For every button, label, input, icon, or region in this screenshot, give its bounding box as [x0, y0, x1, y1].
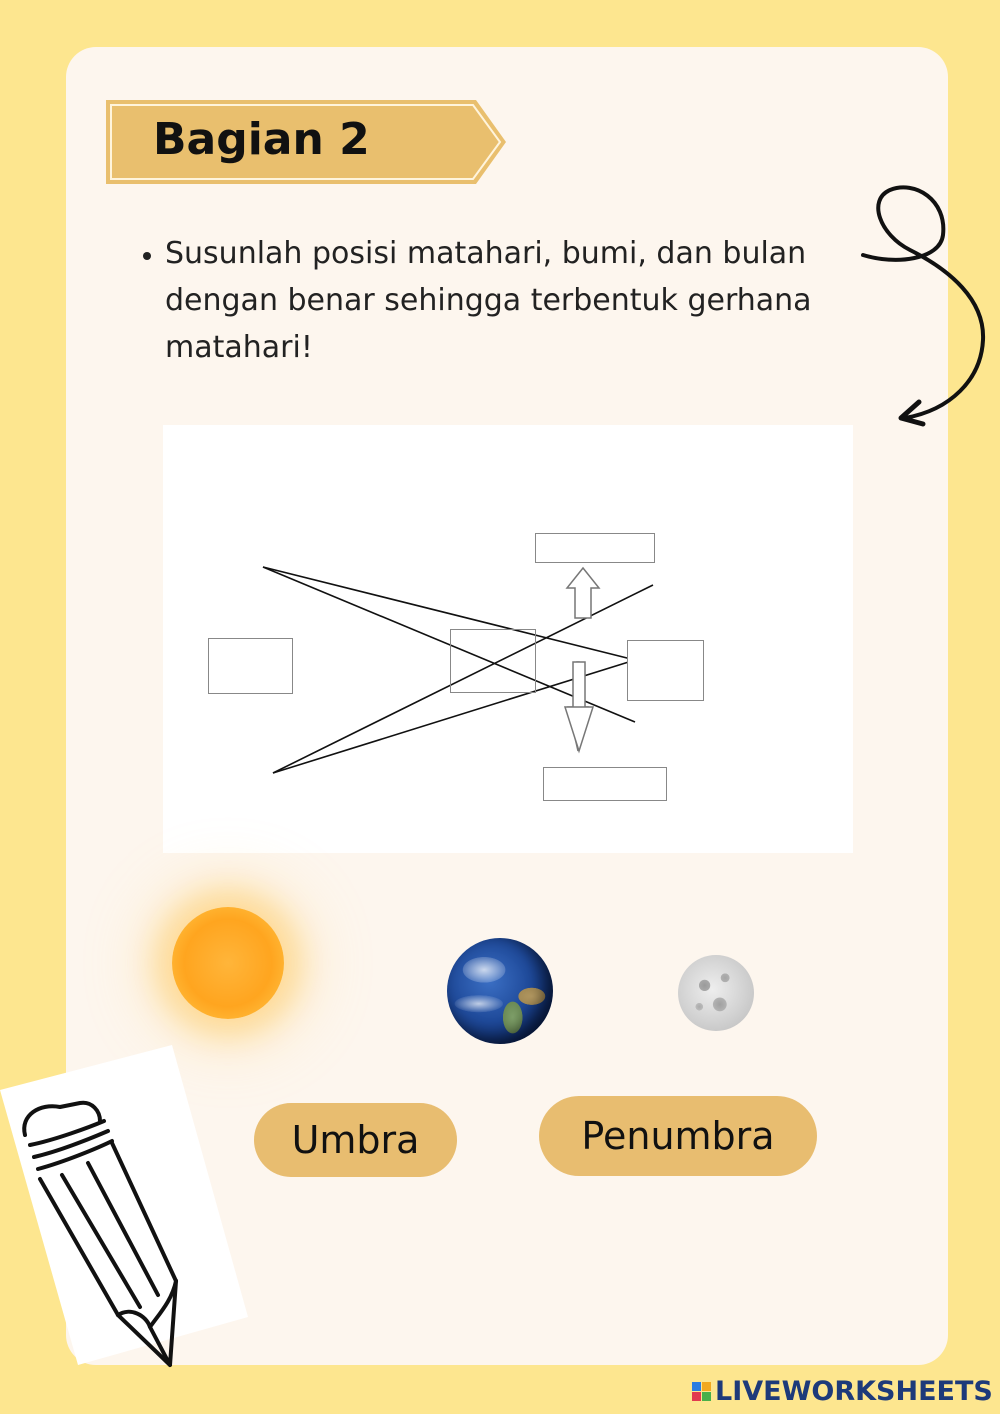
penumbra-label[interactable]: Penumbra: [539, 1096, 817, 1176]
curly-arrow-icon: [855, 180, 995, 430]
pencil-decoration: [0, 1045, 260, 1375]
section-banner: [106, 100, 506, 184]
brand-name: LIVEWORKSHEETS: [715, 1375, 993, 1407]
drop-slot-right[interactable]: [627, 640, 704, 701]
sun-icon[interactable]: [172, 907, 284, 1019]
drop-slot-top[interactable]: [535, 533, 655, 563]
instruction-text: • Susunlah posisi matahari, bumi, dan bulan dengan benar sehingga terbentuk gerhana matahari!: [165, 230, 832, 371]
drop-slot-center[interactable]: [450, 629, 536, 693]
moon-icon[interactable]: [678, 955, 754, 1031]
umbra-label[interactable]: Umbra: [254, 1103, 457, 1177]
section-title: Bagian 2: [153, 114, 370, 165]
drop-slot-left[interactable]: [208, 638, 293, 694]
pencil-icon: [0, 1045, 260, 1375]
eclipse-diagram: [163, 425, 853, 853]
earth-icon[interactable]: [447, 938, 553, 1044]
liveworksheets-logo-icon: [692, 1382, 711, 1401]
instruction: [132, 230, 832, 371]
drop-slot-bottom[interactable]: [543, 767, 667, 801]
liveworksheets-watermark: [692, 1374, 993, 1408]
